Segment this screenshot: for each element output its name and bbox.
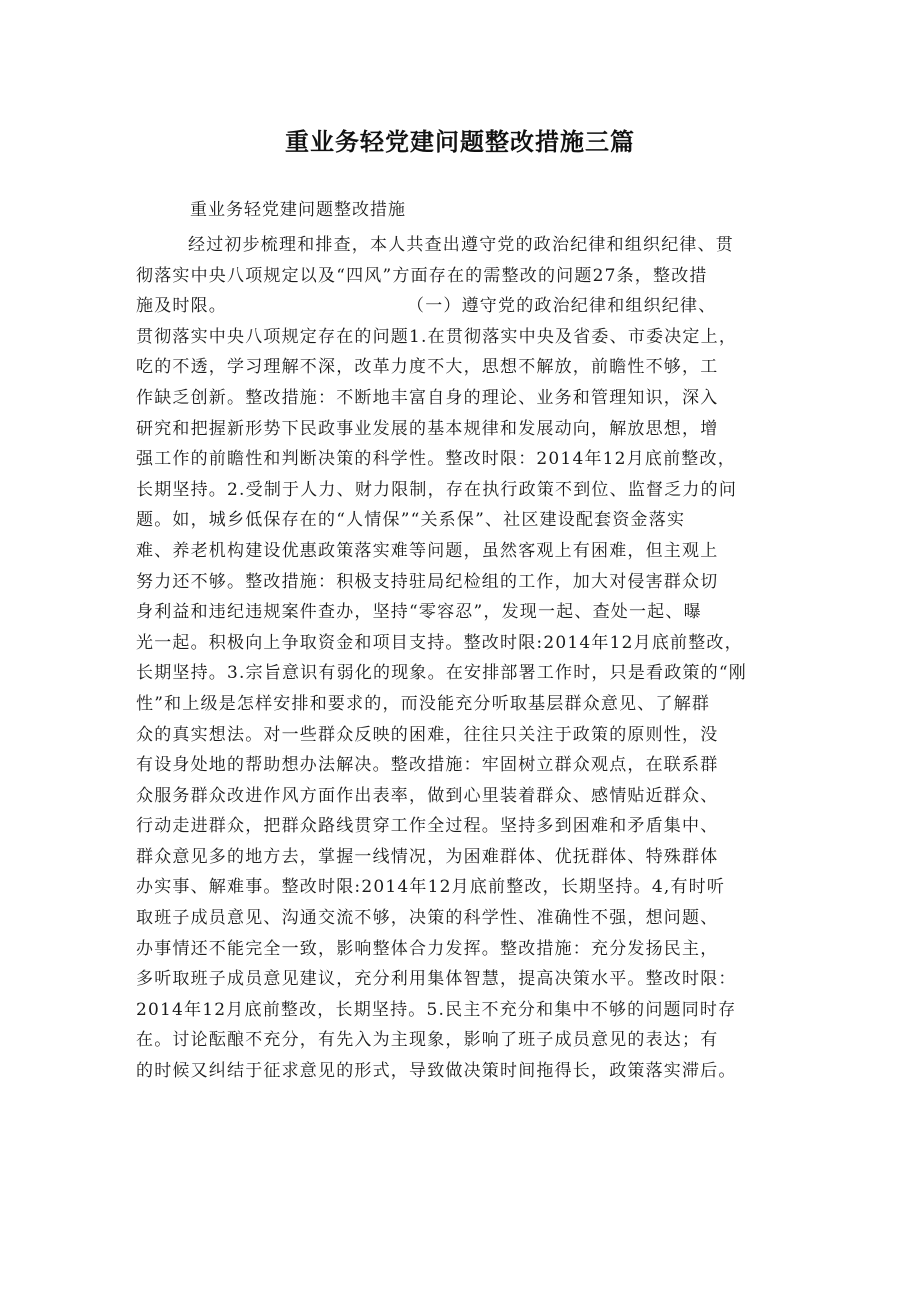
body-line: 众服务群众改进作风方面作出表率，做到心里装着群众、感情贴近群众、 xyxy=(136,785,719,806)
body-line: 有设身处地的帮助想办法解决。整改措施：牢固树立群众观点，在联系群 xyxy=(136,755,719,776)
body-line: 2014年12月底前整改，长期坚持。5.民主不充分和集中不够的问题同时存 xyxy=(136,999,737,1020)
body-line: 长期坚持。2.受制于人力、财力限制，存在执行政策不到位、监督乏力的问 xyxy=(136,479,738,500)
body-line: 经过初步梳理和排查，本人共查出遵守党的政治纪律和组织纪律、贯 xyxy=(188,235,734,255)
body-line: 众的真实想法。对一些群众反映的困难，往往只关注于政策的原则性，没 xyxy=(136,724,719,745)
body-line: 强工作的前瞻性和判断决策的科学性。整改时限：2014年12月底前整改， xyxy=(136,449,736,470)
body-line: 身利益和违纪违规案件查办，坚持“零容忍”，发现一起、查处一起、曝 xyxy=(136,602,702,623)
body-line: 性”和上级是怎样安排和要求的，而没能充分听取基层群众意见、了解群 xyxy=(136,693,711,714)
body-line: 行动走进群众，把群众路线贯穿工作全过程。坚持多到困难和矛盾集中、 xyxy=(136,816,719,837)
document-body xyxy=(136,230,798,1087)
body-line: 题。如，城乡低保存在的“人情保”“关系保”、社区建设配套资金落实 xyxy=(136,510,686,531)
body-line: 光一起。积极向上争取资金和项目支持。整改时限:2014年12月底前整改， xyxy=(136,632,743,653)
body-line: 取班子成员意见、沟通交流不够，决策的科学性、准确性不强，想问题、 xyxy=(136,908,719,929)
body-line: 的时候又纠结于征求意见的形式，导致做决策时间拖得长，政策落实滞后。 xyxy=(136,1061,737,1082)
body-line: 长期坚持。3.宗旨意识有弱化的现象。在安排部署工作时，只是看政策的“刚 xyxy=(136,663,747,684)
body-line: 办实事、解难事。整改时限:2014年12月底前整改，长期坚持。4,有时听 xyxy=(136,877,726,898)
body-line: 群众意见多的地方去，掌握一线情况，为困难群体、优抚群体、特殊群体 xyxy=(136,846,719,867)
body-line: 难、养老机构建设优惠政策落实难等问题，虽然客观上有困难，但主观上 xyxy=(136,540,719,561)
body-line: 贯彻落实中央八项规定存在的问题1.在贯彻落实中央及省委、市委决定上， xyxy=(136,326,738,347)
section-heading: （一）遵守党的政治纪律和组织纪律、 xyxy=(407,296,717,317)
body-line: 研究和把握新形势下民政事业发展的基本规律和发展动向，解放思想，增 xyxy=(136,418,719,439)
body-line: 彻落实中央八项规定以及“四风”方面存在的需整改的问题27条，整改措 xyxy=(136,265,708,286)
body-line-part: 施及时限。 xyxy=(136,296,227,317)
body-line: 办事情还不能完全一致，影响整体合力发挥。整改措施：充分发扬民主， xyxy=(136,938,719,959)
document-title: 重业务轻党建问题整改措施三篇 xyxy=(285,128,635,156)
body-line: 吃的不透，学习理解不深，改革力度不大，思想不解放，前瞻性不够，工 xyxy=(136,357,719,378)
body-line xyxy=(136,291,798,322)
body-line: 努力还不够。整改措施：积极支持驻局纪检组的工作，加大对侵害群众切 xyxy=(136,571,719,592)
body-line: 作缺乏创新。整改措施：不断地丰富自身的理论、业务和管理知识，深入 xyxy=(136,387,719,408)
document-subtitle: 重业务轻党建问题整改措施 xyxy=(190,200,406,220)
body-line: 在。讨论酝酿不充分，有先入为主现象，影响了班子成员意见的表达；有 xyxy=(136,1030,719,1051)
body-line: 多听取班子成员意见建议，充分利用集体智慧，提高决策水平。整改时限： xyxy=(136,969,737,990)
